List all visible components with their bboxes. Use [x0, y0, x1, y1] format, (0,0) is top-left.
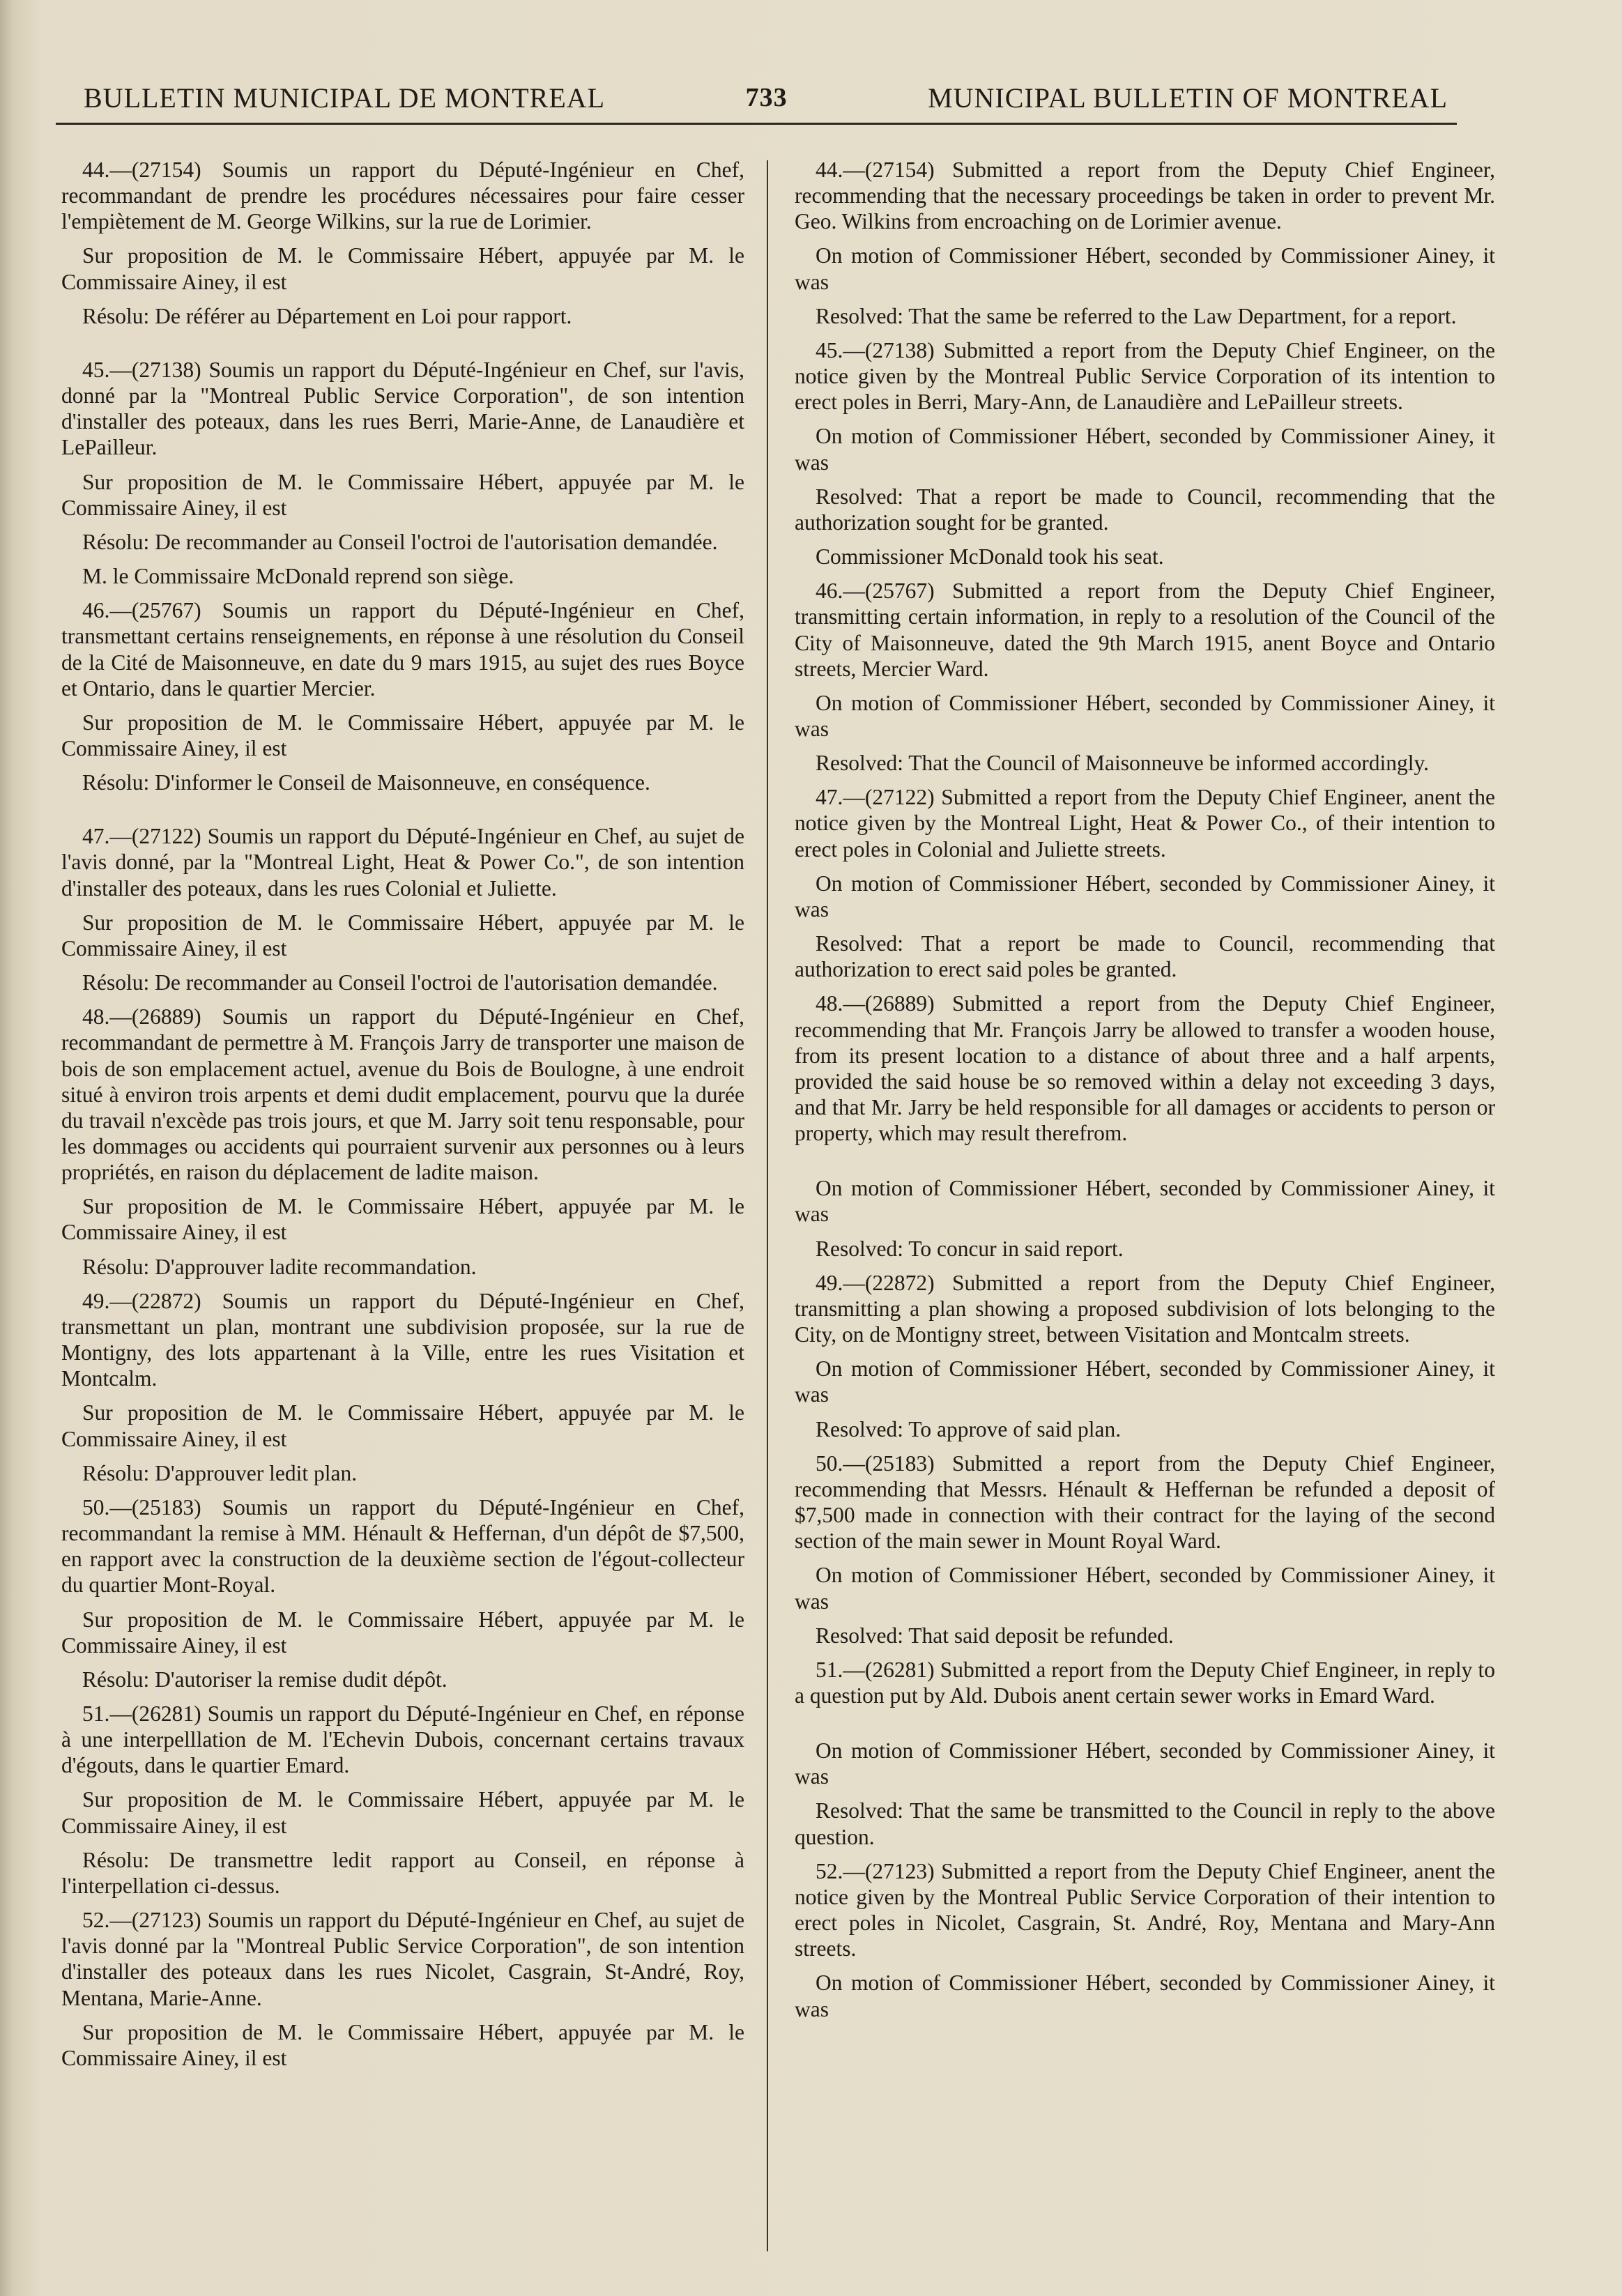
en-resolution: Resolved: That the same be transmitted to the Council in reply to the above question. — [795, 1798, 1495, 1849]
fr-resolution: Résolu: De transmettre ledit rapport au Conseil, en réponse à l'interpellation ci-dessus. — [61, 1847, 744, 1898]
en-item-51: 51.—(26281) Submitted a report from the Deputy Chief Engineer, in reply to a question put by Ald. Dubois anent certain sewer works in Emard Ward. — [795, 1657, 1495, 1708]
en-item-47: 47.—(27122) Submitted a report from the Deputy Chief Engineer, anent the notice given by the Montreal Light, Heat & Power Co., of their intention to erect poles in Colonial and Juliette streets. — [795, 785, 1495, 862]
header-title-en: MUNICIPAL BULLETIN OF MONTREAL — [928, 82, 1448, 114]
en-item-46: 46.—(25767) Submitted a report from the Deputy Chief Engineer, transmitting certain information, in reply to a resolution of the Council of the City of Maisonneuve, dated the 9th March 1915, anent Boyce and Ontario streets, Mercier Ward. — [795, 579, 1495, 681]
en-motion: On motion of Commissioner Hébert, seconded by Commissioner Ainey, it was — [795, 1970, 1495, 2021]
fr-motion: Sur proposition de M. le Commissaire Hébert, appuyée par M. le Commissaire Ainey, il est — [61, 1787, 744, 1838]
en-resolution: Resolved: That a report be made to Council, recommending that the authorization sought for be granted. — [795, 484, 1495, 535]
fr-resolution: Résolu: D'autoriser la remise dudit dépôt. — [82, 1667, 447, 1692]
en-item-48: 48.—(26889) Submitted a report from the Deputy Chief Engineer, recommending that Mr. François Jarry be allowed to transfer a wooden house, from its present location to a distance of about three and a half arpents, provided the said house be so removed within a delay not exceeding 3 days, and that Mr. Jarry be held responsible for all damages or accidents to person or property, which may result therefrom. — [795, 991, 1495, 1146]
en-resolution: Resolved: That the Council of Maisonneuve be informed accordingly. — [816, 751, 1430, 776]
en-item-44: 44.—(27154) Submitted a report from the Deputy Chief Engineer, recommending that the necessary proceedings be taken in order to prevent Mr. Geo. Wilkins from encroaching on de Lorimier avenue. — [795, 158, 1495, 234]
fr-item-52: 52.—(27123) Soumis un rapport du Député-Ingénieur en Chef, au sujet de l'avis donné par la "Montreal Public Service Corporation", de son intention d'installer des poteaux dans les rues Nicolet, Casgrain, St-André, Roy, Mentana, Marie-Anne. — [61, 1908, 744, 2010]
en-motion: On motion of Commissioner Hébert, seconded by Commissioner Ainey, it was — [795, 243, 1495, 294]
english-column — [795, 157, 1495, 2030]
en-motion: On motion of Commissioner Hébert, seconded by Commissioner Ainey, it was — [795, 871, 1495, 921]
fr-resolution: Résolu: D'informer le Conseil de Maisonneuve, en conséquence. — [82, 770, 650, 795]
column-divider — [767, 160, 768, 2251]
fr-item-49: 49.—(22872) Soumis un rapport du Député-Ingénieur en Chef, transmettant un plan, montrant une subdivision proposée, sur la rue de Montigny, des lots appartenant à la Ville, entre les rues Visitation et Montcalm. — [61, 1288, 744, 1391]
en-item-50: 50.—(25183) Submitted a report from the Deputy Chief Engineer, recommending that Messrs. Hénault & Heffernan be refunded a deposit of $7,500 made in connection with their contract for the laying of the second section of the main sewer in Mount Royal Ward. — [795, 1451, 1495, 1554]
fr-item-47: 47.—(27122) Soumis un rapport du Député-Ingénieur en Chef, au sujet de l'avis donné, par la "Montreal Light, Heat & Power Co.", de son intention d'installer des poteaux, dans les rues Colonial et Juliette. — [61, 824, 744, 901]
fr-motion: Sur proposition de M. le Commissaire Hébert, appuyée par M. le Commissaire Ainey, il est — [61, 1607, 744, 1658]
en-motion: On motion of Commissioner Hébert, seconded by Commissioner Ainey, it was — [795, 1356, 1495, 1407]
en-item-49: 49.—(22872) Submitted a report from the Deputy Chief Engineer, transmitting a plan showing a proposed subdivision of lots belonging to the City, on de Montigny street, between Visitation and Montcalm streets. — [795, 1270, 1495, 1347]
fr-motion: Sur proposition de M. le Commissaire Hébert, appuyée par M. le Commissaire Ainey, il est — [61, 469, 744, 520]
header-title-fr: BULLETIN MUNICIPAL DE MONTREAL — [84, 82, 606, 114]
en-resolution: Resolved: To approve of said plan. — [816, 1416, 1122, 1441]
fr-motion: Sur proposition de M. le Commissaire Hébert, appuyée par M. le Commissaire Ainey, il est — [61, 710, 744, 760]
fr-resolution: Résolu: De référer au Département en Loi pour rapport. — [82, 303, 572, 328]
fr-motion: Sur proposition de M. le Commissaire Hébert, appuyée par M. le Commissaire Ainey, il est — [61, 1400, 744, 1451]
en-motion: On motion of Commissioner Hébert, seconded by Commissioner Ainey, it was — [795, 690, 1495, 741]
en-resolution: Resolved: That a report be made to Council, recommending that authorization to erect said poles be granted. — [795, 931, 1495, 982]
fr-item-46: 46.—(25767) Soumis un rapport du Député-Ingénieur en Chef, transmettant certains renseignements, en réponse à une résolution du Conseil de la Cité de Maisonneuve, en date du 9 mars 1915, au sujet des rues Boyce et Ontario, dans le quartier Mercier. — [61, 598, 744, 701]
fr-motion: Sur proposition de M. le Commissaire Hébert, appuyée par M. le Commissaire Ainey, il est — [61, 2019, 744, 2070]
en-item-52: 52.—(27123) Submitted a report from the Deputy Chief Engineer, anent the notice given by the Montreal Public Service Corporation of their intention to erect poles in Nicolet, Casgrain, St. André, Roy, Mentana and Mary-Ann streets. — [795, 1858, 1495, 1961]
en-motion: On motion of Commissioner Hébert, seconded by Commissioner Ainey, it was — [795, 1738, 1495, 1789]
en-motion: On motion of Commissioner Hébert, seconded by Commissioner Ainey, it was — [795, 1563, 1495, 1614]
en-motion: On motion of Commissioner Hébert, seconded by Commissioner Ainey, it was — [795, 1176, 1495, 1227]
en-note: Commissioner McDonald took his seat. — [816, 544, 1164, 569]
fr-note: M. le Commissaire McDonald reprend son siège. — [82, 564, 514, 589]
fr-item-51: 51.—(26281) Soumis un rapport du Député-Ingénieur en Chef, en réponse à une interpelllation de M. l'Echevin Dubois, concernant certains travaux d'égouts, dans le quartier Emard. — [61, 1701, 744, 1778]
en-item-45: 45.—(27138) Submitted a report from the Deputy Chief Engineer, on the notice given by the Montreal Public Service Corporation of its intention to erect poles in Berri, Mary-Ann, de Lanaudière and LePailleur streets. — [795, 337, 1495, 415]
en-resolution: Resolved: To concur in said report. — [816, 1236, 1124, 1261]
page-header — [84, 77, 1448, 118]
fr-motion: Sur proposition de M. le Commissaire Hébert, appuyée par M. le Commissaire Ainey, il est — [61, 243, 744, 294]
en-motion: On motion of Commissioner Hébert, seconded by Commissioner Ainey, it was — [795, 424, 1495, 475]
fr-motion: Sur proposition de M. le Commissaire Hébert, appuyée par M. le Commissaire Ainey, il est — [61, 1194, 744, 1245]
fr-resolution: Résolu: De recommander au Conseil l'octroi de l'autorisation demandée. — [82, 970, 718, 995]
en-resolution: Resolved: That the same be referred to the Law Department, for a report. — [816, 303, 1457, 328]
page-number: 733 — [745, 83, 788, 112]
fr-item-50: 50.—(25183) Soumis un rapport du Député-Ingénieur en Chef, recommandant la remise à MM. Hénault & Heffernan, d'un dépôt de $7,500, en rapport avec la construction de la deuxième section de l'égout-collecteur du quartier Mont-Royal. — [61, 1494, 744, 1598]
fr-resolution: Résolu: De recommander au Conseil l'octroi de l'autorisation demandée. — [82, 529, 718, 554]
fr-motion: Sur proposition de M. le Commissaire Hébert, appuyée par M. le Commissaire Ainey, il est — [61, 910, 744, 961]
fr-resolution: Résolu: D'approuver ladite recommandation. — [82, 1254, 477, 1279]
fr-resolution: Résolu: D'approuver ledit plan. — [82, 1460, 358, 1485]
header-rule — [56, 123, 1457, 125]
french-column — [61, 157, 744, 2079]
en-resolution: Resolved: That said deposit be refunded. — [816, 1623, 1174, 1648]
fr-item-48: 48.—(26889) Soumis un rapport du Député-Ingénieur en Chef, recommandant de permettre à M. François Jarry de transporter une maison de bois de son emplacement actuel, avenue du Bois de Boulogne, à une endroit situé à environ trois arpents et demi dudit emplacement, pourvu que la durée du travail n'excède pas trois jours, et que M. Jarry soit tenu responsable, pour les dommages ou accidents qui pourraient survenir aux personnes ou à leurs propriétés, en raison du déplacement de ladite maison. — [61, 1004, 744, 1185]
fr-item-45: 45.—(27138) Soumis un rapport du Député-Ingénieur en Chef, sur l'avis, donné par la "Montreal Public Service Corporation", de son intention d'installer des poteaux, dans les rues Berri, Marie-Anne, de Lanaudière et LePailleur. — [61, 357, 744, 460]
fr-item-44: 44.—(27154) Soumis un rapport du Député-Ingénieur en Chef, recommandant de prendre les procédures nécessaires pour faire cesser l'empiètement de M. George Wilkins, sur la rue de Lorimier. — [61, 158, 744, 234]
